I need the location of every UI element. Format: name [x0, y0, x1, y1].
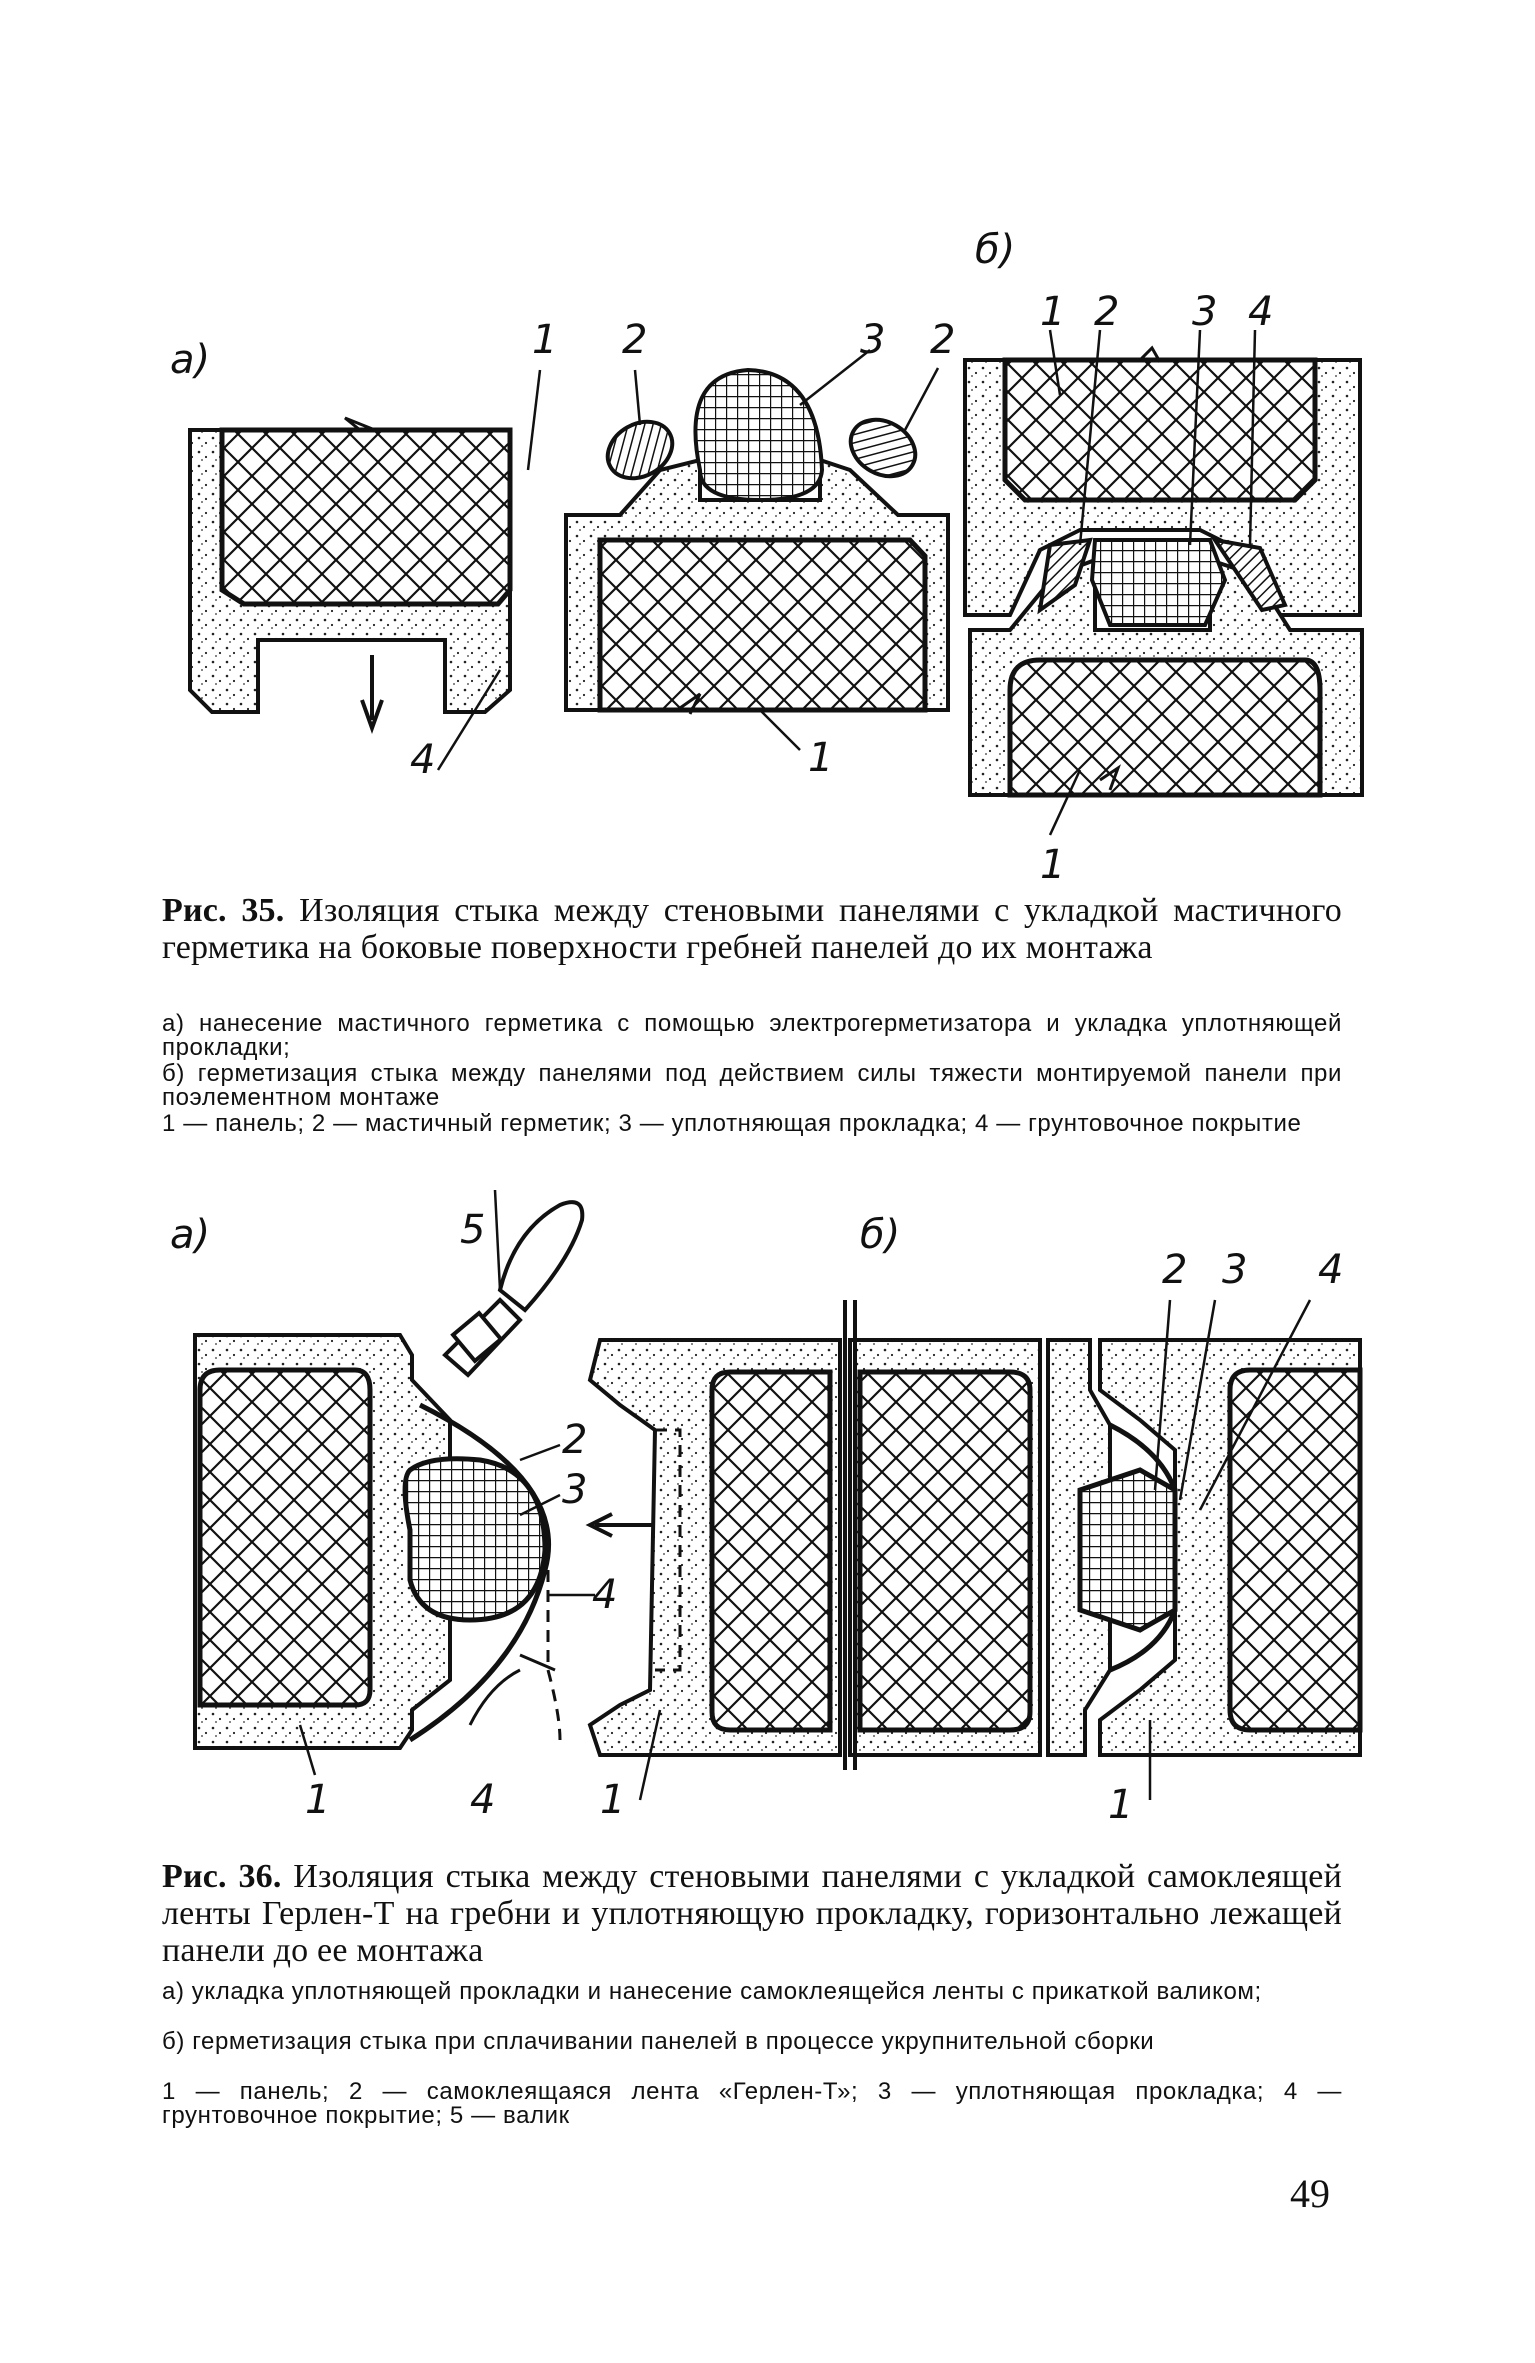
- fig36a-label: 1: [305, 1777, 331, 1823]
- fig36a-label: 4: [470, 1777, 496, 1823]
- fig36a-arrow-icon: [590, 1514, 660, 1536]
- fig36-sub-b: б): [860, 1212, 901, 1258]
- fig36b-label: 1: [1108, 1782, 1134, 1828]
- fig36-sub-a: а): [170, 1212, 211, 1258]
- fig36-caption: [162, 1858, 1342, 1969]
- fig35a-label: 3: [860, 317, 886, 363]
- page-number: 49: [1290, 2171, 1330, 2216]
- fig35-sub-b: б): [975, 227, 1016, 273]
- fig35b-label: 1: [1040, 289, 1066, 335]
- fig35-caption: [162, 892, 1342, 966]
- fig35-note-a: а) нанесение мастичного герметика с помощью электрогерметизатора и укладка уплотняющей прокладки;: [162, 1010, 1342, 1061]
- fig35a-label: 1: [532, 317, 558, 363]
- fig35-legend: 1 — панель; 2 — мастичный герметик; 3 — уплотняющая прокладка; 4 — грунтовочное покрытие: [162, 1110, 1302, 1137]
- fig35a-label: 4: [410, 737, 436, 783]
- fig36b-middle-panel: [590, 1300, 1040, 1770]
- fig36b-label: 4: [1318, 1247, 1344, 1293]
- fig36a-label: 4: [592, 1572, 618, 1618]
- fig35a-label: 2: [622, 317, 648, 363]
- fig36-note-b: б) герметизация стыка при сплачивании панелей в процессе укрупнительной сборки: [162, 2028, 1155, 2055]
- fig35b-joint: [965, 348, 1362, 795]
- fig36a-label: 5: [460, 1207, 486, 1253]
- fig36b-joint: [1048, 1340, 1360, 1755]
- figure-35-drawing: [0, 0, 1535, 900]
- fig35a-upper-panel: [190, 418, 510, 712]
- fig36-legend: 1 — панель; 2 — самоклеящаяся лента «Герлен-Т»; 3 — уплотняющая прокладка; 4 — грунтовочное покрытие; 5 — валик: [162, 2078, 1342, 2129]
- fig35a-arrow-icon: [362, 655, 382, 728]
- fig36-caption-title: Изоляция стыка между стеновыми панелями с укладкой самоклеящей ленты Герлен-Т на гребни и уплотняющую прокладку, горизонтально лежащей панели до ее монтажа: [162, 1858, 1342, 1969]
- fig36b-label: 1: [600, 1777, 626, 1823]
- fig35-caption-number: Рис. 35.: [162, 892, 285, 929]
- fig36a-label: 2: [562, 1417, 588, 1463]
- fig35a-label: 2: [930, 317, 956, 363]
- fig36b-label: 3: [1222, 1247, 1248, 1293]
- fig35b-label: 2: [1094, 289, 1120, 335]
- fig36b-label: 2: [1162, 1247, 1188, 1293]
- fig35-sub-a: а): [170, 337, 211, 383]
- fig35-caption-title: Изоляция стыка между стеновыми панелями с укладкой мастичного герметика на боковые поверхности гребней панелей до их монтажа: [162, 892, 1342, 966]
- fig35b-label: 3: [1192, 289, 1218, 335]
- fig36-caption-number: Рис. 36.: [162, 1858, 282, 1895]
- fig35-note-b: б) герметизация стыка между панелями под действием силы тяжести монтируемой панели при поэлементном монтаже: [162, 1060, 1342, 1111]
- fig36a-label: 3: [562, 1467, 588, 1513]
- fig35a-label: 1: [808, 735, 834, 781]
- fig36a-panel: [195, 1202, 582, 1748]
- fig36-note-a: а) укладка уплотняющей прокладки и нанесение самоклеящейся ленты с прикаткой валиком;: [162, 1978, 1262, 2005]
- fig35b-label: 4: [1248, 289, 1274, 335]
- fig35b-label: 1: [1040, 842, 1066, 888]
- figure-36-drawing: [0, 1150, 1535, 1850]
- fig35a-lower-panel: [566, 370, 948, 714]
